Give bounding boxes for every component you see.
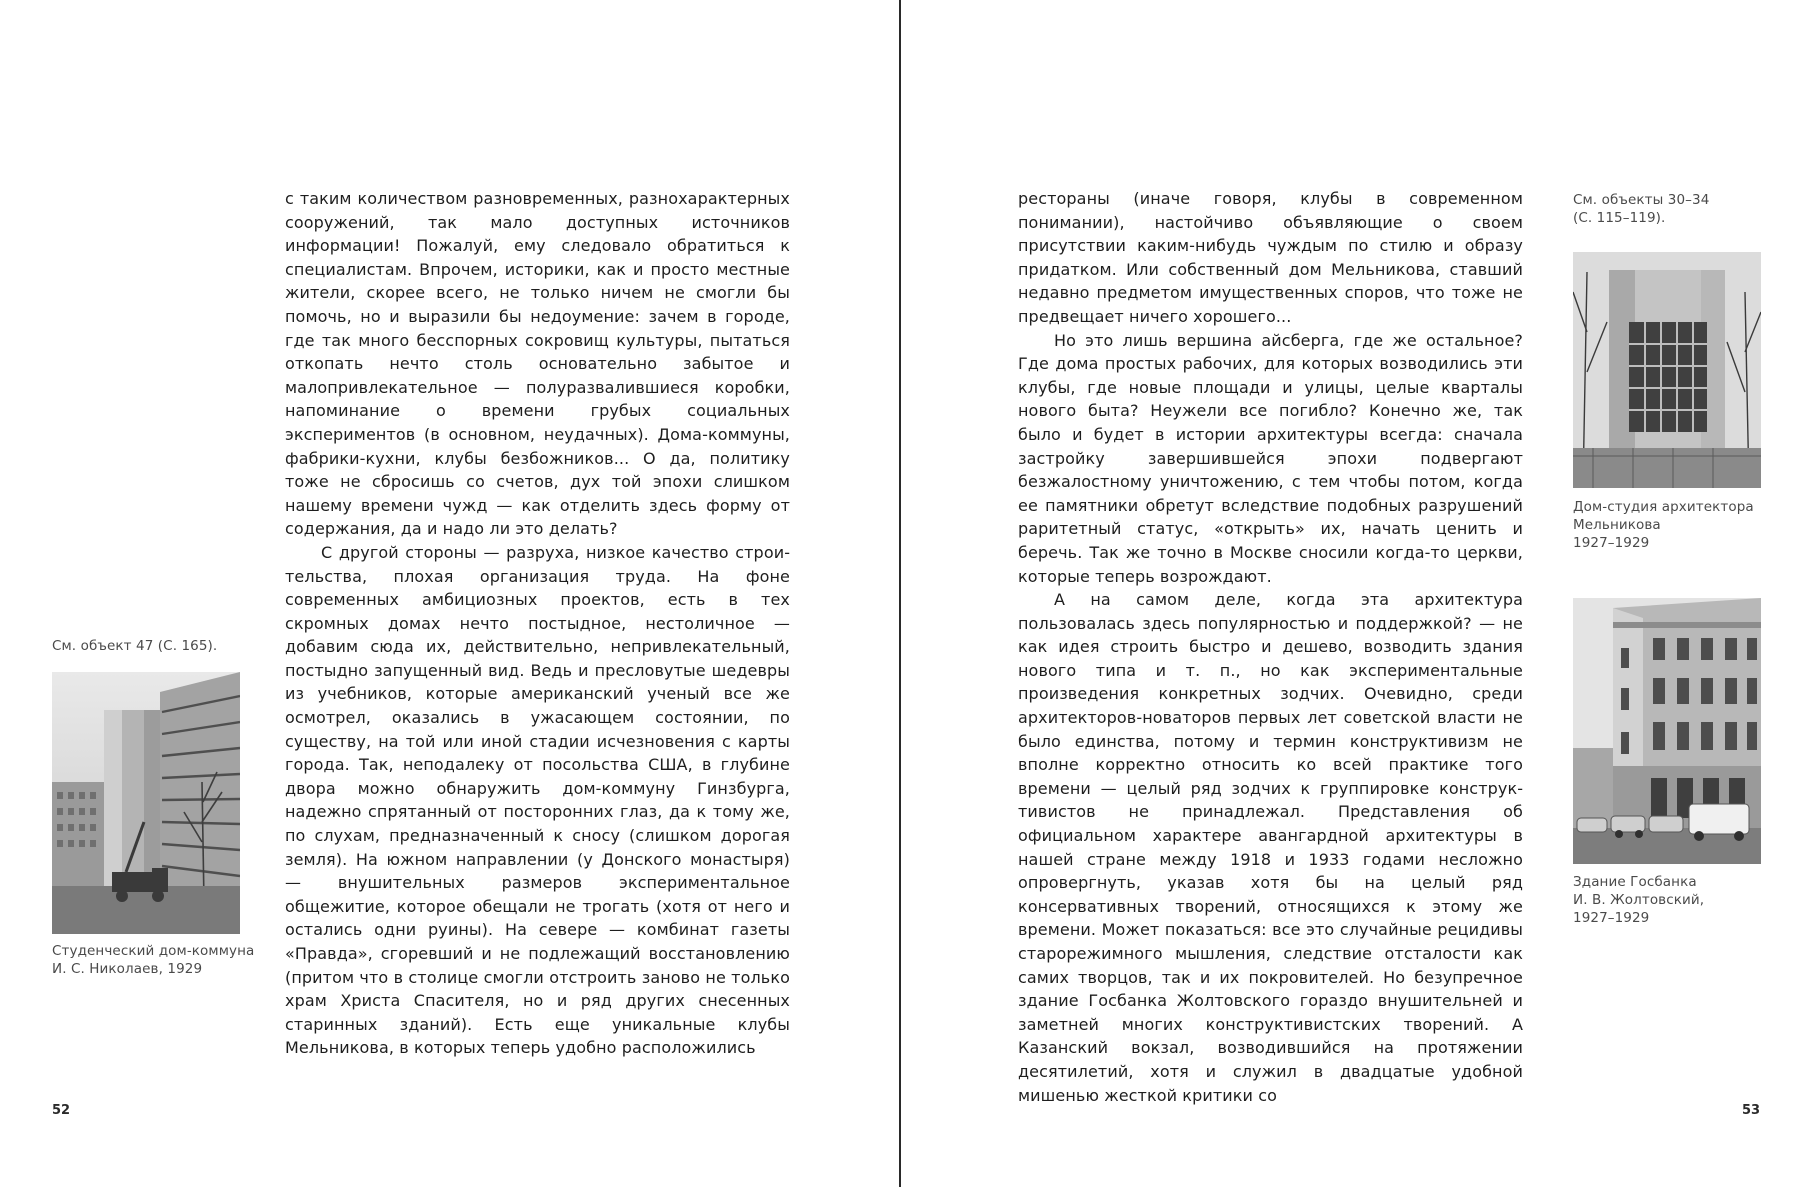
paragraph: Но это лишь вершина айсберга, где же остальное? Где дома простых рабочих, для которых возводились эти клубы, где новые площади и улицы, целые кварталы нового быта? Неужели все погибло? Конечно же, так было и будет в истории архитектуры всегда: сначала застройку завершившейся эпохи подвергают безжалостному уничтожению, с тем чтобы потом, когда ее памятники обретут вследствие подобных разрушений раритетный статус, «открыть» их, начать ценить и беречь. Так же точно в Москве сносили когда-то церкви, которые теперь возрождают. [1018, 330, 1523, 586]
sidenote-line: См. объекты 30–34 [1573, 192, 1710, 208]
caption-line: И. С. Николаев, 1929 [52, 961, 203, 977]
photo-melnikov-house [1573, 252, 1761, 488]
sidenote-line: (С. 115–119). [1573, 210, 1666, 226]
left-sidenote-ref [52, 637, 252, 655]
photo-melnikov-house-image [1573, 252, 1761, 488]
left-sidenote-ref-text: См. объект 47 (С. 165). [52, 638, 218, 654]
photo-student-commune-image [52, 672, 240, 934]
caption-line: Дом-студия архитектора [1573, 499, 1754, 515]
photo-student-commune [52, 672, 240, 934]
right-page [901, 0, 1800, 1187]
photo-gosbank [1573, 598, 1761, 864]
photo-gosbank-caption [1573, 873, 1773, 927]
caption-line: 1927–1929 [1573, 910, 1650, 926]
paragraph: А на самом деле, когда эта архитектура пользовалась здесь популярностью и поддержкой? — не как идея строить быстро и дешево, возводить здания нового типа и т. п., но как экспериментальные произведения конкретных зодчих. Очевидно, среди архитекторов-новаторов первых лет советской власти не было единства, потому и термин конструктивизм не вполне корректно относить ко всей практике того времени — целый ряд зодчих к группировке конструктивистов не принадлежал. Представления об официальном характере авангардной архитектуры в нашей стране между 1918 и 1933 годами несложно опровергнуть, указав хотя бы на целый ряд консервативных творений, относящихся к этому же времени. Может показаться: все это случайные рецидивы старорежимного мышления, следствие отсталости как самих творцов, так и их покровителей. Но безупречное здание Госбанка Жолтовского гораздо внушительней и заметней многих конструктивистских творений. А Казанский вокзал, возводившийся на протяжении десятилетий, хотя и служил в двадцатые удобной мишенью жесткой критики со [1018, 590, 1523, 1105]
paragraph: рестораны (иначе говоря, клубы в современном понимании), настойчиво объявляющие о своем присутствии каким-нибудь чуждым по стилю и образу придатком. Или собственный дом Мельникова, ставший недавно предметом имущественных споров, что тоже не предвещает ничего хорошего... [1018, 189, 1523, 326]
caption-line: И. В. Жолтовский, [1573, 892, 1705, 908]
photo-student-commune-caption [52, 942, 272, 978]
paragraph: С другой стороны — разруха, низкое качество строительства, плохая организация труда. На фоне современных амбициозных проектов, есть в тех скромных домах нечто постыдное, нестоличное — добавим сюда их, действительно, непривлекательный, постыдно запущенный вид. Ведь и пресловутые шедевры из учебников, которые американский ученый все же осмотрел, оказались в ужасающем состоянии, по существу, на той или иной стадии исчезновения с карты города. Так, неподалеку от посольства США, в глубине двора можно обнаружить дом-коммуну Гинзбурга, надежно спрятанный от посторонних глаз, да к тому же, по слухам, предназначенный к сносу (слишком дорогая земля). На южном направлении (у Донского монастыря) — внушительных размеров экспериментальное общежитие, которое обещали не трогать (хотя от него и остались одни руины). На севере — комбинат газеты «Правда», сгоревший и не подлежащий восстановлению (притом что в столице смогли отстроить заново не только храм Христа Спасителя, но и ряд других снесенных старинных зданий). Есть еще уникальные клубы Мельникова, в которых теперь удобно расположились [285, 542, 790, 1058]
caption-line: Мельникова [1573, 517, 1661, 533]
left-page [0, 0, 899, 1187]
right-body-text [1018, 187, 1523, 1107]
left-body-text [285, 187, 790, 1060]
paragraph: с таким количеством разновременных, разнохарактерных сооружений, так мало доступных источников информации! Пожалуй, ему следовало обратиться к специалистам. Впрочем, историки, как и просто местные жители, скорее всего, не только ничем не смогли бы помочь, но и выразили бы недоумение: зачем в городе, где так много бесспорных сокровищ культуры, пытаться откопать нечто столь основательно забытое и малопривлекательное — полуразвалившиеся коробки, напоминание о времени грубых социальных экспериментов (в основном, неудачных). Дома-коммуны, фабрики-кухни, клубы безбожников... О да, политику тоже не сбросишь со счетов, дух той эпохи слишком нашему времени чужд — как отделить здесь форму от содержания, да и надо ли это делать? [285, 189, 790, 539]
caption-line: Студенческий дом-коммуна [52, 943, 255, 959]
page-number-right: 53 [1742, 1103, 1761, 1118]
photo-melnikov-house-caption [1573, 498, 1773, 552]
right-sidenote-ref [1573, 191, 1773, 227]
photo-gosbank-image [1573, 598, 1761, 864]
caption-line: 1927–1929 [1573, 535, 1650, 551]
page-number-left: 52 [52, 1103, 71, 1118]
caption-line: Здание Госбанка [1573, 874, 1697, 890]
